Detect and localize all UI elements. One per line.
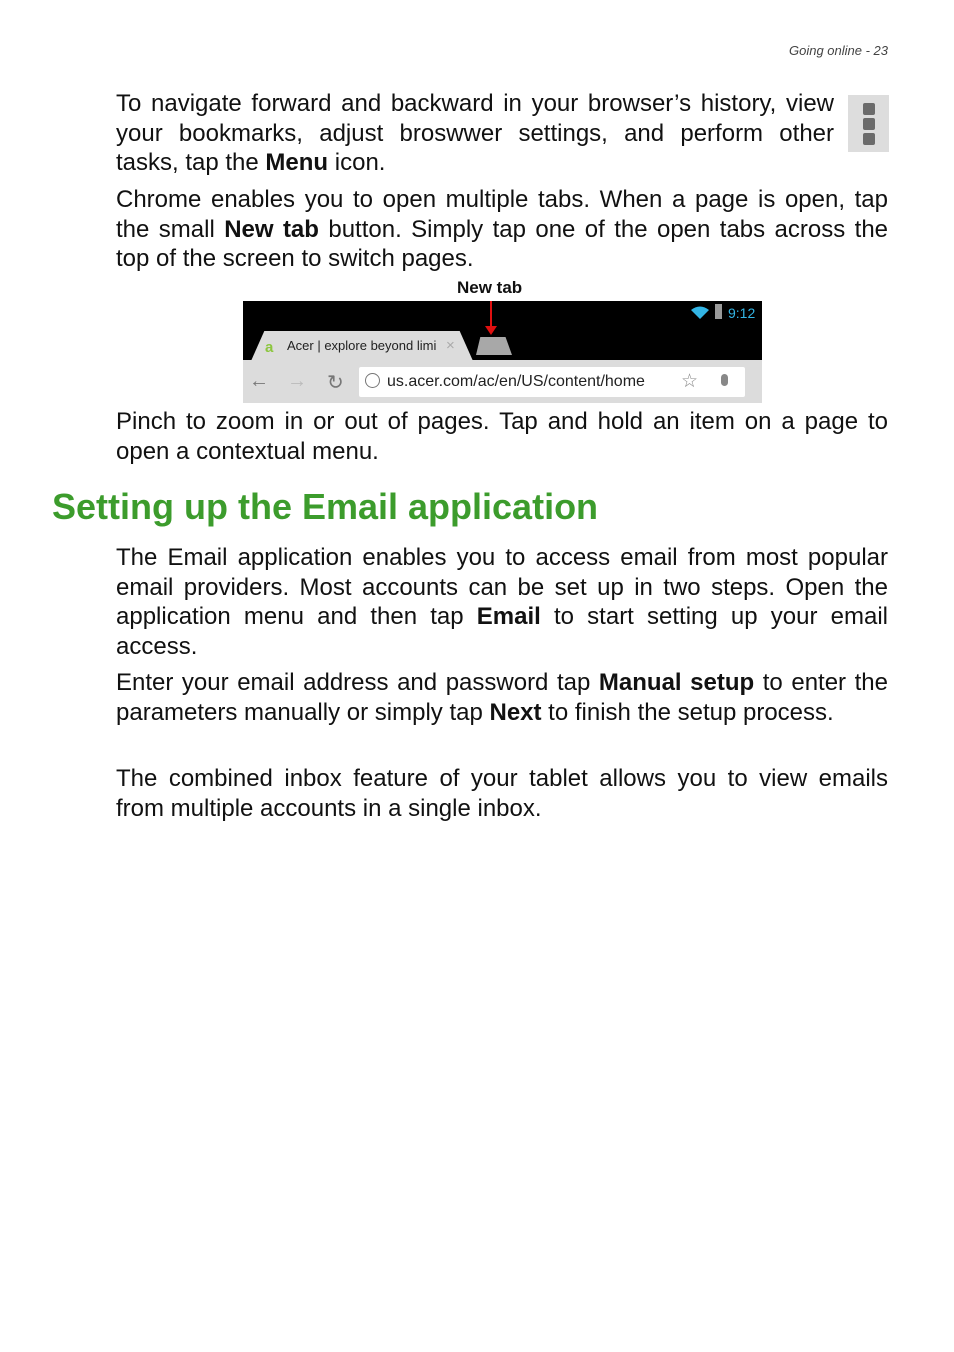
status-time: 9:12 — [728, 305, 756, 321]
arrow-line — [490, 301, 492, 328]
text: to finish the setup process. — [541, 698, 834, 726]
text: Enter your email address and password tap — [116, 669, 599, 696]
url-bar[interactable] — [359, 367, 745, 397]
figure-caption: New tab — [457, 278, 523, 297]
bold-email: Email — [476, 603, 541, 631]
paragraph-pinch — [116, 407, 888, 466]
back-icon[interactable]: ← — [249, 370, 269, 392]
acer-logo-icon: a — [265, 339, 274, 356]
section-heading: Setting up the Email application — [52, 486, 599, 527]
bold-next: Next — [489, 698, 542, 726]
paragraph-combined-inbox — [116, 764, 888, 823]
reload-icon[interactable]: ↻ — [327, 372, 344, 394]
text: Pinch to zoom in or out of pages. Tap and hold an item on a page to open a contextual menu. — [116, 408, 888, 465]
paragraph-tabs — [116, 185, 888, 274]
text: to start setting up your email access. — [116, 603, 888, 660]
arrow-icon — [485, 326, 497, 335]
text: button. Simply tap one of the open tabs across the top of the screen to switch pages. — [116, 215, 889, 273]
wifi-icon — [691, 306, 709, 319]
star-icon[interactable]: ☆ — [681, 371, 699, 392]
url-text: us.acer.com/ac/en/US/content/home — [387, 373, 645, 390]
browser-screenshot — [243, 301, 762, 403]
text: To navigate forward and backward in your browser’s history, view your bookmarks, adjust broswwer settings, and perform other tasks, tap the — [116, 90, 834, 177]
bold-new-tab: New tab — [224, 215, 319, 243]
paragraph-email-intro — [116, 543, 888, 661]
text: to enter the parameters manually or simply tap — [116, 669, 888, 726]
text: The Email application enables you to access email from most popular email providers. Most accounts can be set up in two steps. Open the application menu and then tap — [116, 544, 888, 631]
menu-icon — [848, 95, 889, 152]
bold-manual-setup: Manual setup — [598, 669, 755, 696]
text: icon. — [328, 149, 386, 177]
text: The combined inbox feature of your tablet allows you to view emails from multiple accounts in a single inbox. — [116, 765, 888, 822]
mic-icon[interactable] — [721, 374, 728, 386]
tab-close-icon[interactable]: × — [446, 337, 455, 354]
paragraph-menu — [116, 89, 834, 178]
bold-menu: Menu — [265, 149, 329, 177]
new-tab-button[interactable] — [476, 337, 512, 355]
globe-icon — [365, 373, 380, 388]
running-header: Going online - 23 — [788, 43, 888, 58]
forward-icon[interactable]: → — [287, 370, 307, 392]
text: Chrome enables you to open multiple tabs. When a page is open, tap the small — [116, 186, 888, 243]
battery-icon — [715, 304, 722, 319]
tab-title: Acer | explore beyond limi — [287, 338, 437, 353]
paragraph-setup — [116, 668, 888, 727]
